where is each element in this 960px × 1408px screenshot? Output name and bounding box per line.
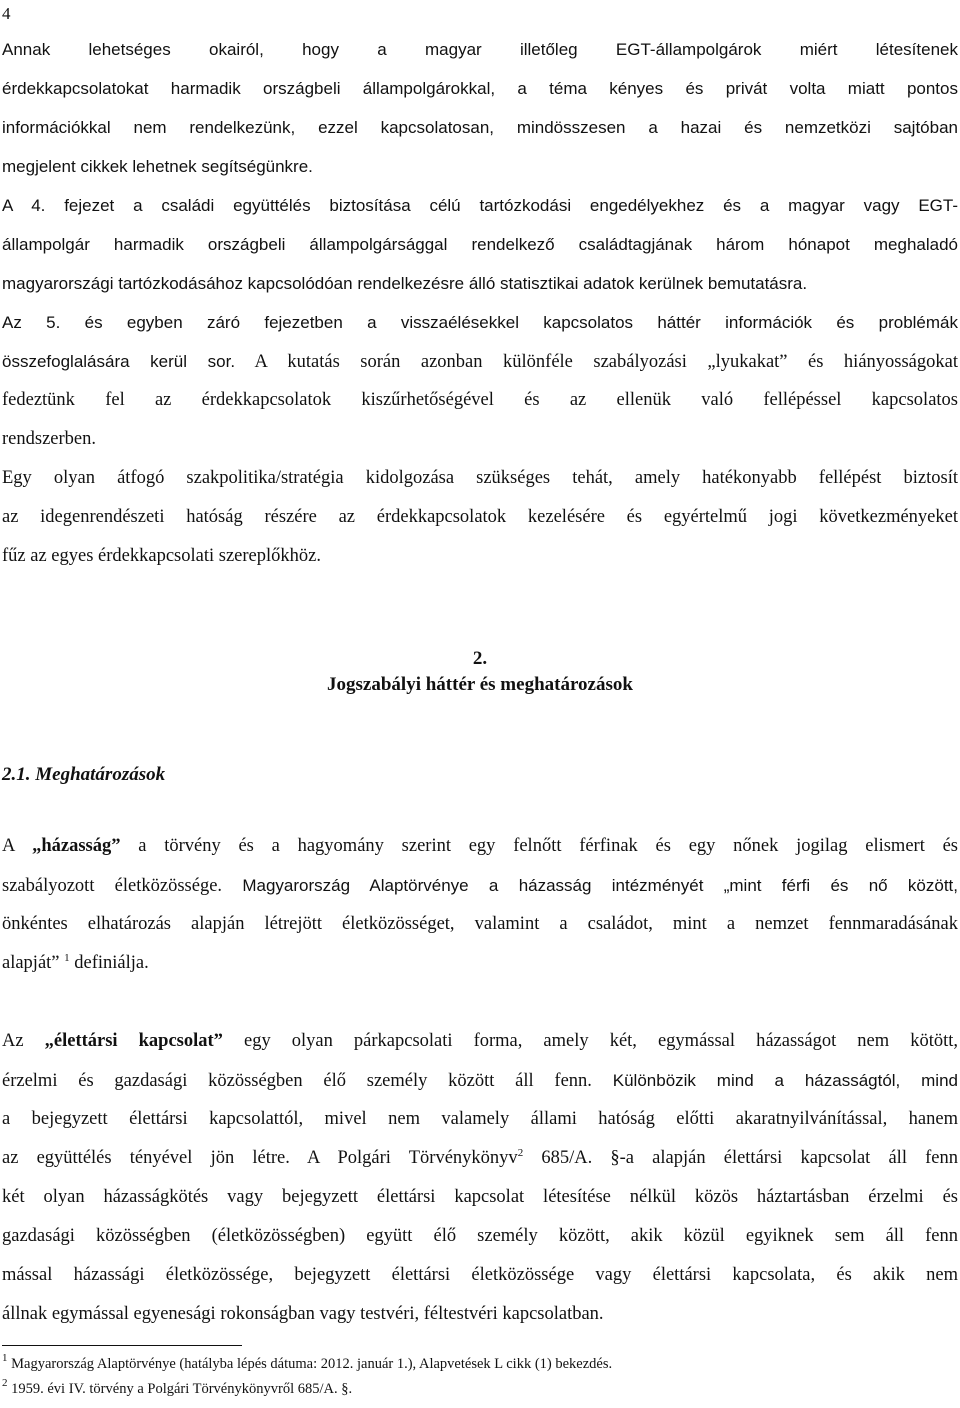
text-line: érdekkapcsolatokat harmadik országbeli állampolgárokkal, a téma kényes és privát volta miatt pontos bbox=[2, 79, 958, 98]
footnote-text: Magyarország Alaptörvénye (hatályba lépés dátuma: 2012. január 1.), Alapvetések L cikk (1) bekezdés. bbox=[7, 1356, 613, 1372]
text-line bbox=[2, 1139, 958, 1178]
text-fragment: definiálja. bbox=[69, 953, 149, 973]
footnote-number: 1 bbox=[2, 1352, 8, 1364]
text-line: Annak lehetséges okairól, hogy a magyar illetőleg EGT-állampolgárok miért létesítenek bbox=[2, 40, 958, 59]
text-line: két olyan házasságkötés vagy bejegyzett élettársi kapcsolat létesítése nélkül közös háztartásban érzelmi és bbox=[2, 1187, 958, 1207]
text-line: állampolgár harmadik országbeli állampolgársággal rendelkező családtagjának három hónapot meghaladó bbox=[2, 235, 958, 254]
footnote-separator bbox=[2, 1345, 242, 1346]
text-fragment: Az bbox=[2, 1031, 45, 1051]
text-line: állnak egymással egyenesági rokonságban vagy testvéri, féltestvéri kapcsolatban. bbox=[2, 1304, 604, 1324]
text-fragment: egy olyan párkapcsolati forma, amely két, egymással házasságot nem kötött, bbox=[222, 1031, 958, 1051]
text-fragment: alapját” bbox=[2, 953, 60, 973]
text-line: mással házassági életközössége, bejegyzett élettársi életközössége vagy élettársi kapcsolata, és akik nem bbox=[2, 1265, 958, 1285]
subsection-title: 2.1. Meghatározások bbox=[2, 764, 166, 785]
text-line: Az 5. és egyben záró fejezetben a visszaélésekkel kapcsolatos háttér információk és problémák bbox=[2, 313, 958, 332]
text-line: információkkal nem rendelkezünk, ezzel kapcsolatosan, mindösszesen a hazai és nemzetközi sajtóban bbox=[2, 118, 958, 137]
text-fragment: Magyarország Alaptörvénye a házasság intézményét „mint férfi és nő között, bbox=[222, 876, 958, 895]
text-line bbox=[2, 866, 958, 905]
text-line bbox=[2, 1022, 958, 1061]
text-fragment: 685/A. §-a alapján élettársi kapcsolat áll fenn bbox=[523, 1148, 958, 1168]
text-line: megjelent cikkek lehetnek segítségünkre. bbox=[2, 157, 313, 176]
text-fragment: az együttélés tényével jön létre. A Polgári Törvénykönyv bbox=[2, 1148, 518, 1168]
text-fragment: szabályozott életközössége. bbox=[2, 876, 223, 896]
section-title: Jogszabályi háttér és meghatározások bbox=[327, 674, 633, 695]
footnote-ref: 1 bbox=[64, 952, 70, 964]
text-line bbox=[2, 944, 958, 983]
text-fragment: összefoglalására kerül sor. bbox=[2, 352, 236, 371]
paragraph-strategy bbox=[2, 459, 958, 576]
text-line: Egy olyan átfogó szakpolitika/stratégia kidolgozása szükséges tehát, amely hatékonyabb fellépést biztosít bbox=[2, 468, 958, 488]
footnote-number: 2 bbox=[2, 1377, 8, 1389]
paragraph-marriage bbox=[2, 827, 958, 983]
paragraph-chapter-4 bbox=[2, 186, 958, 303]
footnote-ref: 2 bbox=[517, 1147, 524, 1159]
text-line: A 4. fejezet a családi együttélés biztosítása célú tartózkodási engedélyekhez és a magyar vagy EGT- bbox=[2, 196, 958, 215]
text-fragment: A bbox=[2, 836, 33, 856]
text-fragment: a törvény és a hagyomány szerint egy felnőtt férfinak és egy nőnek jogilag elismert és bbox=[120, 836, 958, 856]
text-fragment: érzelmi és gazdasági közösségben élő személy között áll fenn. bbox=[2, 1071, 592, 1091]
text-line: fűz az egyes érdekkapcsolati szereplőkhöz. bbox=[2, 546, 321, 566]
text-line bbox=[2, 342, 958, 381]
paragraph-intro bbox=[2, 30, 958, 186]
text-line: magyarországi tartózkodásához kapcsolódóan rendelkezésre álló statisztikai adatok kerülnek bemutatásra. bbox=[2, 274, 808, 293]
text-line: önkéntes elhatározás alapján létrejött életközösséget, valamint a családot, mint a nemzet fennmaradásának bbox=[2, 914, 958, 934]
defined-term: „élettársi kapcsolat” bbox=[44, 1031, 223, 1051]
text-fragment: A kutatás során azonban különféle szabályozási „lyukakat” és hiányosságokat bbox=[235, 352, 958, 372]
page-number: 4 bbox=[2, 4, 11, 23]
text-line bbox=[2, 827, 958, 866]
text-line: fedeztünk fel az érdekkapcsolatok kiszűrhetőségével és az ellenük való fellépéssel kapcsolatos bbox=[2, 390, 958, 410]
text-line: gazdasági közösségben (életközösségben) együtt élő személy között, akik közül egyiknek sem áll fenn bbox=[2, 1226, 958, 1246]
text-line bbox=[2, 1061, 958, 1100]
text-line: a bejegyzett élettársi kapcsolattól, mivel nem valamely állami hatóság előtti akaratnyilvánítással, hanem bbox=[2, 1109, 958, 1129]
paragraph-cohabitation bbox=[2, 1022, 958, 1334]
text-line: az idegenrendészeti hatóság részére az érdekkapcsolatok kezelésére és egyértelmű jogi következményeket bbox=[2, 507, 958, 527]
defined-term: „házasság” bbox=[32, 836, 121, 856]
paragraph-chapter-5 bbox=[2, 303, 958, 459]
section-number: 2. bbox=[472, 648, 488, 669]
footnote bbox=[2, 1377, 353, 1398]
text-line: rendszerben. bbox=[2, 429, 96, 449]
text-fragment: Különbözik mind a házasságtól, mind bbox=[591, 1071, 958, 1090]
footnote bbox=[2, 1352, 613, 1373]
footnote-text: 1959. évi IV. törvény a Polgári Törvénykönyvről 685/A. §. bbox=[7, 1381, 353, 1397]
